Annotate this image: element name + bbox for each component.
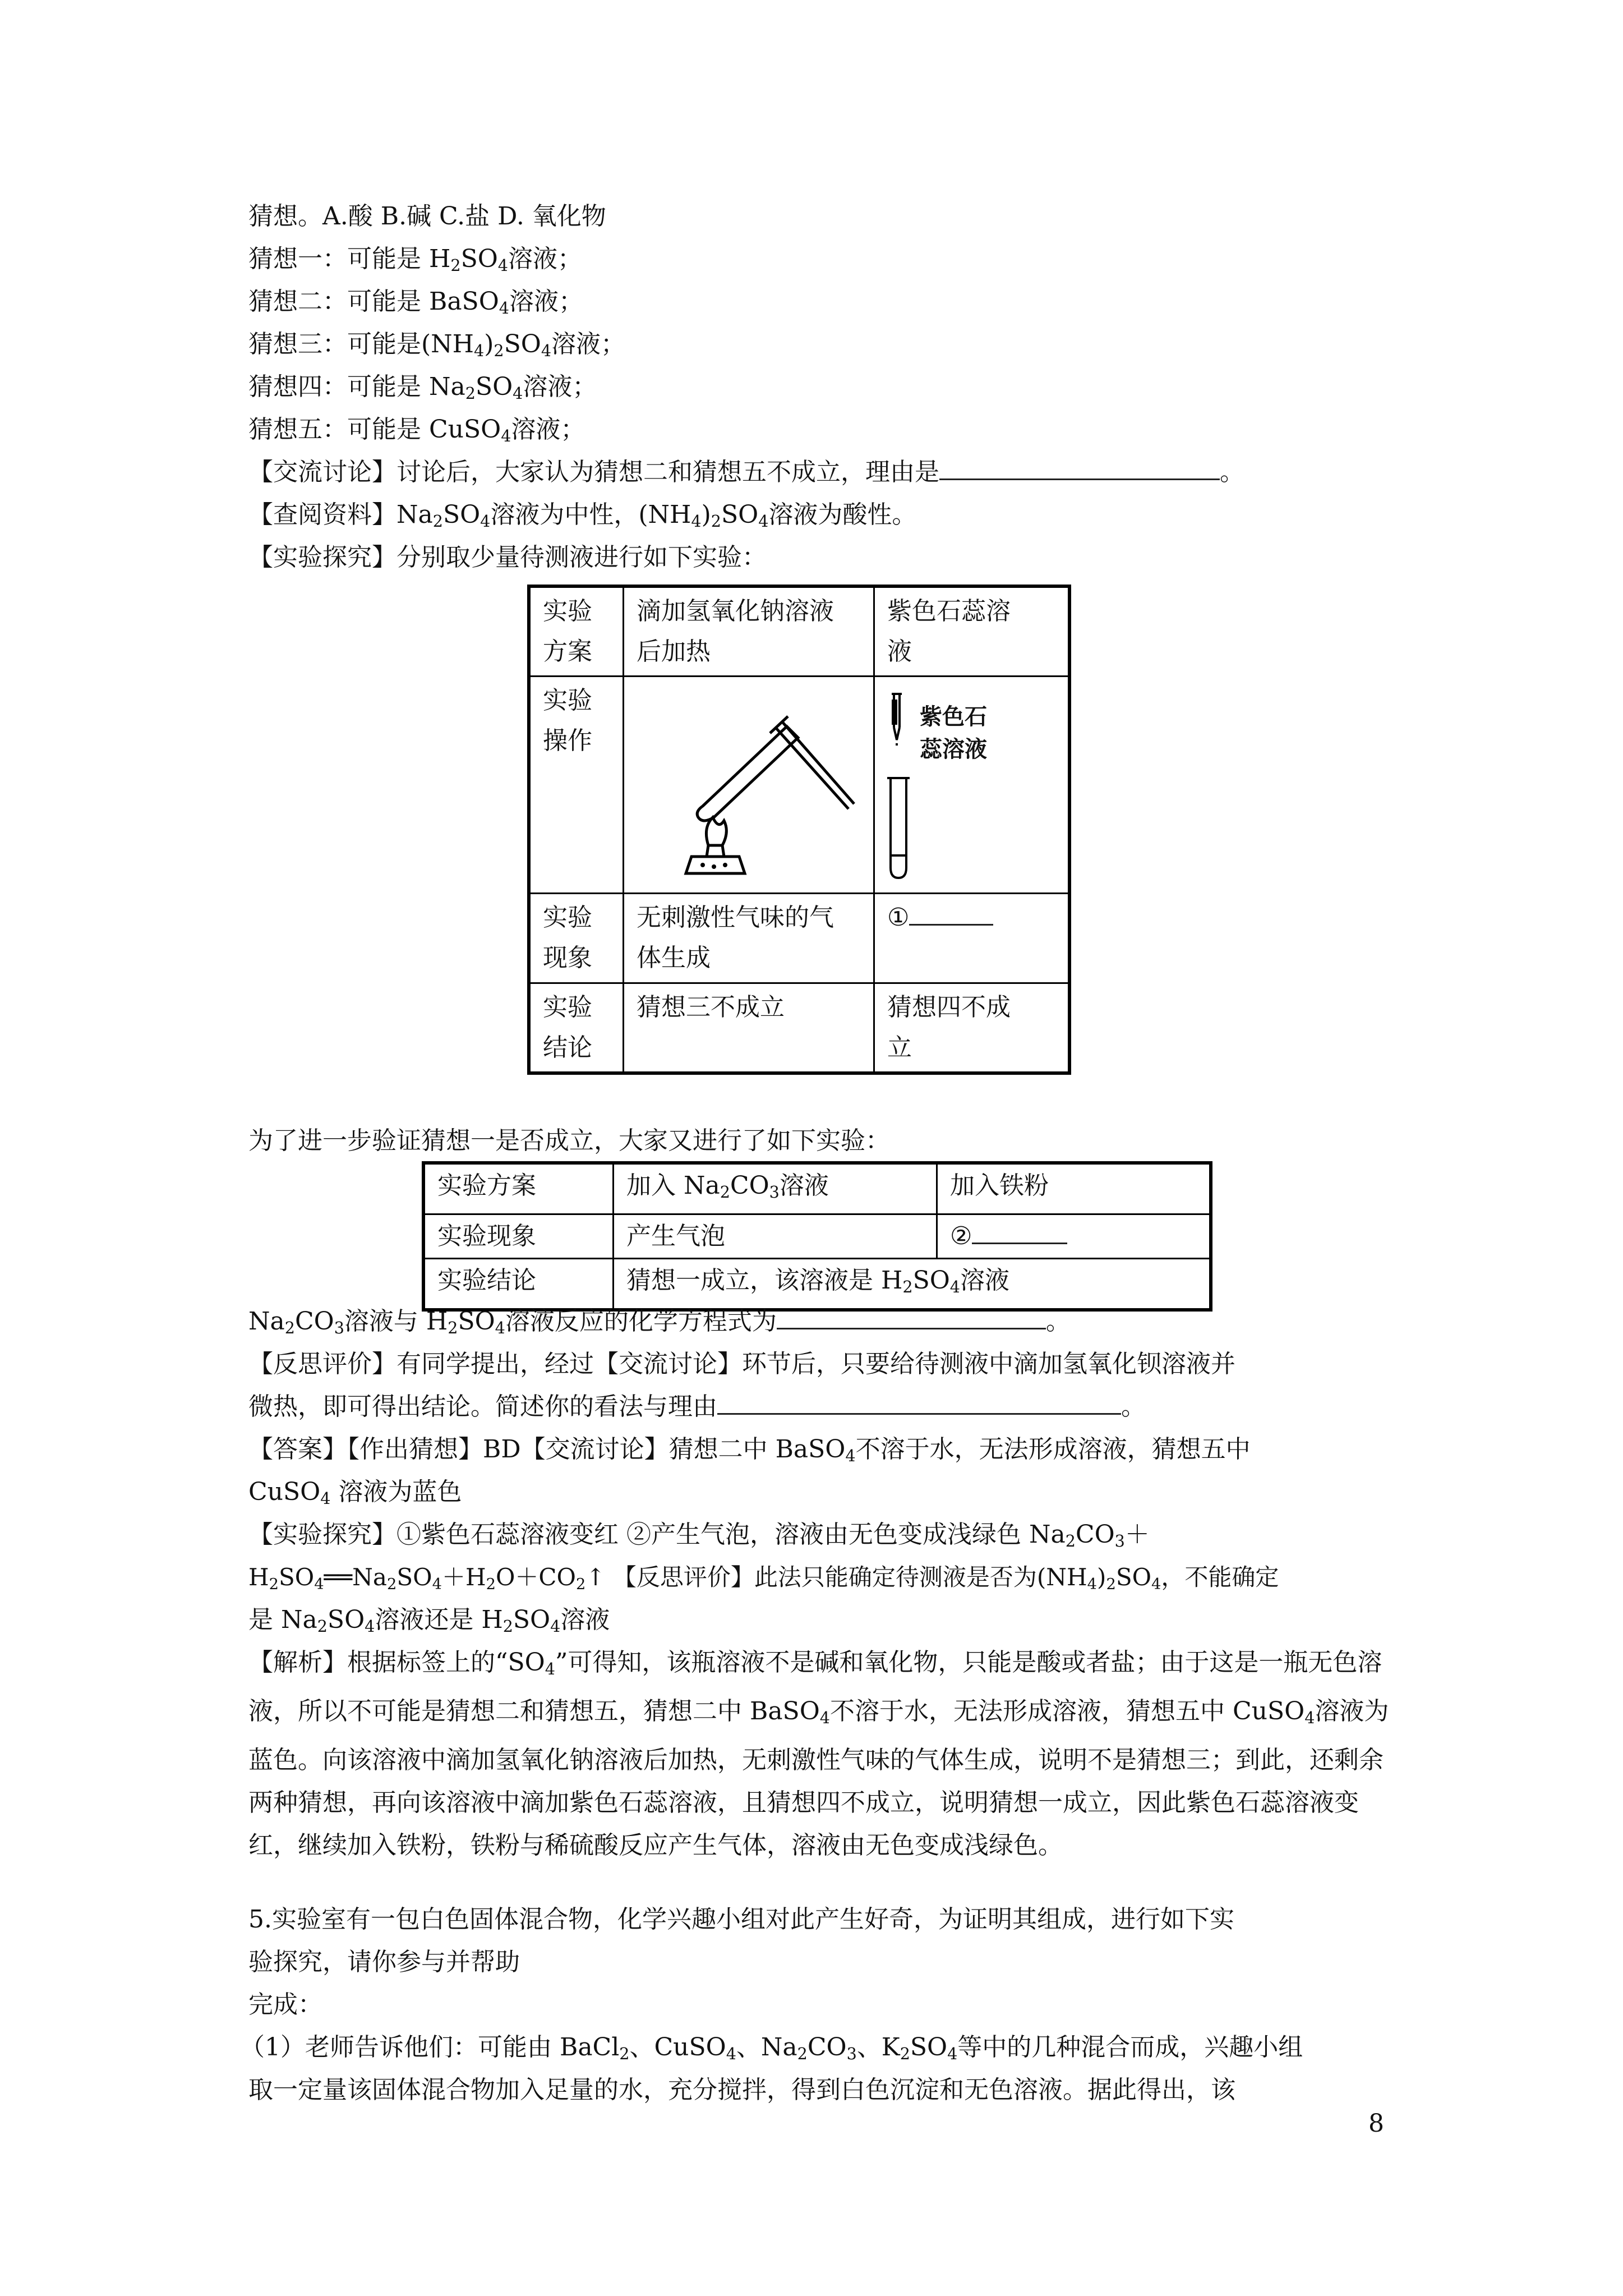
t2-label: 实验方案 <box>423 1163 614 1214</box>
reference-info: 【查阅资料】$Na_2SO_4$溶液为中性，$(NH_4)_2SO_4$溶液为酸性。 <box>248 500 917 531</box>
guess-five: 猜想五：可能是 CuSO$_4$溶液； <box>248 415 585 446</box>
question-5-complete: 完成： <box>248 1990 322 2019</box>
answer-2: CuSO$_4$ 溶液为蓝色 <box>248 1478 462 1508</box>
answer-blank <box>972 1220 1067 1244</box>
heating-diagram <box>624 677 874 894</box>
answer-blank <box>717 1391 1121 1415</box>
reflection: 【反思评价】有同学提出，经过【交流讨论】环节后，只要给待测液中滴加氢氧化钡溶液并 <box>248 1350 1235 1378</box>
t2-label: 实验现象 <box>423 1214 614 1259</box>
guess-one: 猜想一：可能是 $H_2SO_4$溶液； <box>248 245 582 275</box>
t2-cell: ② <box>937 1214 1211 1259</box>
equation-question: $Na_2CO_3$溶液与 $H_2SO_4$溶液反应的化学方程式为 。 <box>248 1300 1071 1349</box>
t1-cell: 猜想四不成 立 <box>874 983 1070 1074</box>
t1-label: 实验 方案 <box>529 586 624 677</box>
question-5-cont: 验探究，请你参与并帮助 <box>248 1948 520 1976</box>
experiment-table-1 <box>527 585 1071 1075</box>
t1-label: 实验 操作 <box>529 677 624 894</box>
answer-blank <box>777 1305 1046 1329</box>
answer-blank <box>909 901 993 926</box>
answer-blank <box>939 456 1220 480</box>
answer-3: 【实验探究】①紫色石蕊溶液变红 ②产生气泡，溶液由无色变成浅绿色 $Na_2CO_3+$ <box>248 1520 1150 1551</box>
experiment-intro: 【实验探究】分别取少量待测液进行如下实验： <box>248 543 767 572</box>
answer-1: 【答案】【作出猜想】BD【交流讨论】猜想二中 BaSO$_4$不溶于水，无法形成溶液，猜想五中 <box>248 1435 1251 1466</box>
reflection-cont: 微热，即可得出结论。简述你的看法与理由 。 <box>248 1386 1146 1428</box>
t2-cell: 加入铁粉 <box>937 1163 1211 1214</box>
t1-cell: 紫色石蕊溶 液 <box>874 586 1070 677</box>
guess-three: 猜想三：可能是$(NH_4)_2SO_4$溶液； <box>248 330 626 361</box>
t1-cell: 猜想三不成立 <box>624 983 874 1074</box>
guess-options: 猜想。A.酸 B.碱 C.盐 D. 氧化物 <box>248 202 606 231</box>
t1-cell: 无刺激性气味的气 体生成 <box>624 894 874 983</box>
question-5-part-1-cont: 取一定量该固体混合物加入足量的水，充分搅拌，得到白色沉淀和无色溶液。据此得出，该 <box>248 2076 1235 2104</box>
guess-two: 猜想二：可能是 BaSO$_4$溶液； <box>248 287 583 318</box>
dropper-label: 紫色石蕊溶液 <box>920 704 987 762</box>
t2-cell: 产生气泡 <box>614 1214 937 1259</box>
analysis: 【解析】根据标签上的“$SO_4$”可得知，该瓶溶液不是碱和氧化物，只能是酸或者盐；由于这是一瓶无色溶液，所以不可能是猜想二和猜想五，猜想二中 BaSO$_4$不溶于水，无法形成溶液，猜想五中 CuSO$_4$溶液为蓝色。向该溶液中滴加氢氧化钠溶液后加热，无刺激性气味的气体生成，说明不是猜想三；到此，还剩余两种猜想，再向该溶液中滴加紫色石蕊溶液，且猜想四不成立，说明猜想一成立，因此紫色石蕊溶液变红，继续加入铁粉，铁粉与稀硫酸反应产生气体，溶液由无色变成浅绿色。 <box>248 1648 1389 1860</box>
heating-test-tube-icon <box>624 677 871 892</box>
page-number: 8 <box>1368 2109 1384 2138</box>
t1-cell: 滴加氢氧化钠溶液 后加热 <box>624 586 874 677</box>
question-5-part-1: （1）老师告诉他们：可能由 BaCl$_2$、CuSO$_4$、$Na_2CO_3$、$K_2SO_4$等中的几种混合而成，兴趣小组 <box>240 2033 1303 2064</box>
answer-5: 是 $Na_2SO_4$溶液还是 $H_2SO_4$溶液 <box>248 1605 610 1636</box>
dropper-diagram <box>874 677 1070 894</box>
t1-cell: ① <box>874 894 1070 983</box>
guess-four: 猜想四：可能是 $Na_2SO_4$溶液； <box>248 372 597 403</box>
question-5: 5.实验室有一包白色固体混合物，化学兴趣小组对此产生好奇，为证明其组成，进行如下实 <box>248 1905 1234 1934</box>
t1-label: 实验 现象 <box>529 894 624 983</box>
t1-label: 实验 结论 <box>529 983 624 1074</box>
t2-label: 实验结论 <box>423 1259 614 1310</box>
experiment-table-2 <box>422 1161 1212 1312</box>
answer-4: $H_2SO_4══Na_2SO_4+H_2O+CO_2↑$ 【反思评价】此法只能确定待测液是否为$(NH_4)_2SO_4$，不能确定 <box>248 1563 1279 1593</box>
t2-cell: 加入 $Na_2CO_3$溶液 <box>614 1163 937 1214</box>
discussion: 【交流讨论】讨论后，大家认为猜想二和猜想五不成立，理由是 。 <box>248 451 1244 494</box>
further-verify: 为了进一步验证猜想一是否成立，大家又进行了如下实验： <box>248 1126 890 1155</box>
t2-cell: 猜想一成立，该溶液是 $H_2SO_4$溶液 <box>614 1259 1211 1310</box>
